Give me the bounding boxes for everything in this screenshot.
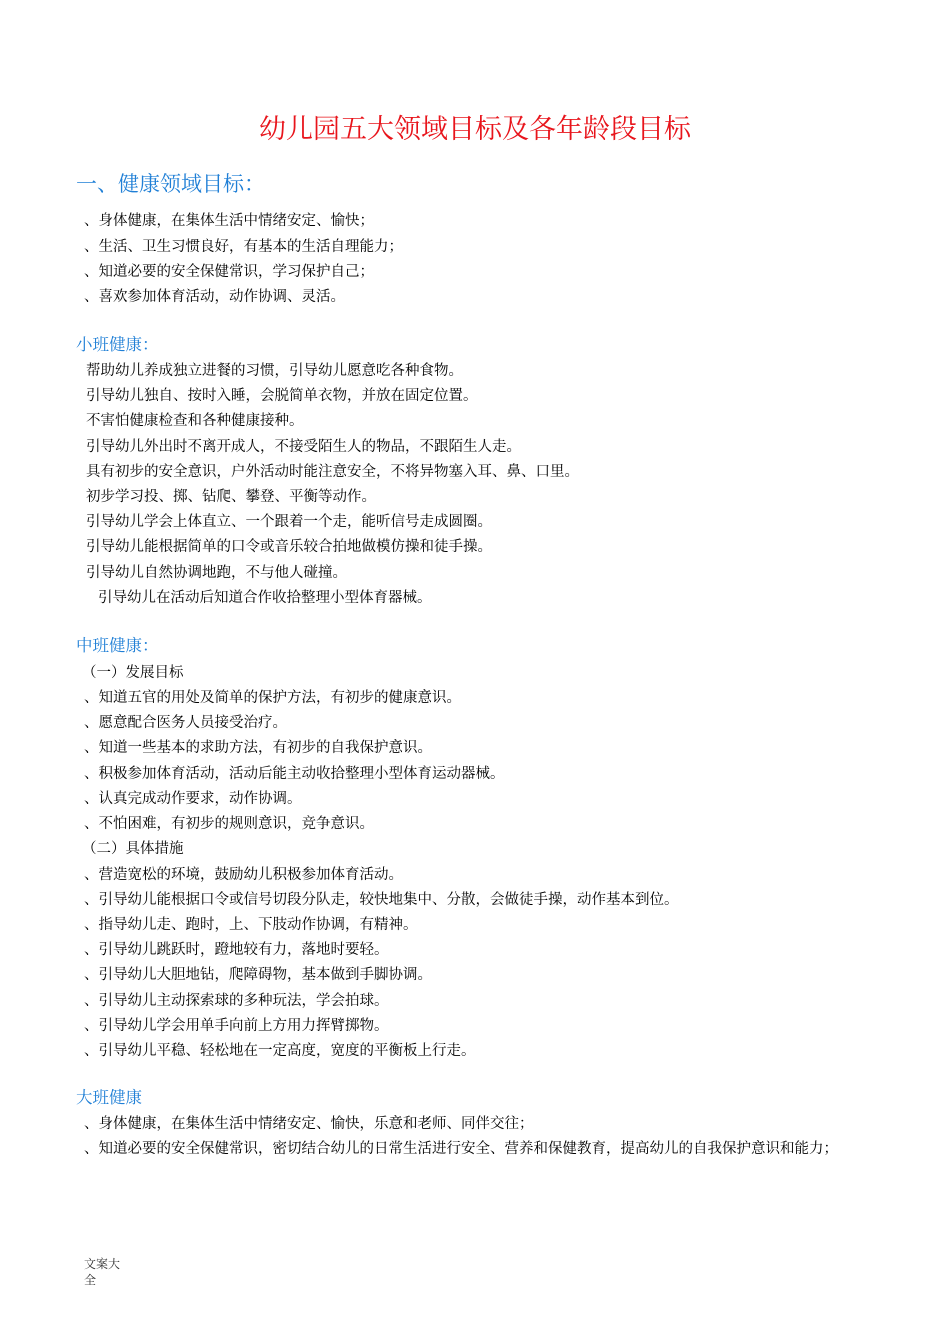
list-item: 、引导幼儿能根据口令或信号切段分队走，较快地集中、分散，会做徒手操，动作基本到位。 — [84, 892, 679, 908]
list-item: 、愿意配合医务人员接受治疗。 — [84, 715, 287, 731]
list-item: 、知道必要的安全保健常识，密切结合幼儿的日常生活进行安全、营养和保健教育，提高幼儿的自我保护意识和能力； — [84, 1141, 838, 1157]
middle-subsection-goals: （一）发展目标 — [82, 665, 184, 681]
list-item: 引导幼儿外出时不离开成人，不接受陌生人的物品，不跟陌生人走。 — [86, 439, 521, 455]
list-item: 、指导幼儿走、跑时，上、下肢动作协调，有精神。 — [84, 917, 418, 933]
list-item: 、喜欢参加体育活动，动作协调、灵活。 — [84, 289, 345, 305]
list-item: 、生活、卫生习惯良好，有基本的生活自理能力； — [84, 239, 403, 255]
list-item: 、身体健康，在集体生活中情绪安定、愉快； — [84, 213, 374, 229]
list-item: 引导幼儿能根据简单的口令或音乐较合拍地做模仿操和徒手操。 — [86, 539, 492, 555]
list-item: 、身体健康，在集体生活中情绪安定、愉快，乐意和老师、同伴交往； — [84, 1116, 534, 1132]
list-item: 、引导幼儿大胆地钻，爬障碍物，基本做到手脚协调。 — [84, 967, 432, 983]
section-heading-health: 一、健康领域目标： — [76, 172, 265, 196]
list-item: 引导幼儿自然协调地跑，不与他人碰撞。 — [86, 565, 347, 581]
list-item: 初步学习投、掷、钻爬、攀登、平衡等动作。 — [86, 489, 376, 505]
list-item: 不害怕健康检查和各种健康接种。 — [86, 413, 304, 429]
list-item: 、引导幼儿学会用单手向前上方用力挥臂掷物。 — [84, 1018, 389, 1034]
document-title: 幼儿园五大领域目标及各年龄段目标 — [259, 114, 691, 145]
list-item: 、知道五官的用处及简单的保护方法，有初步的健康意识。 — [84, 690, 461, 706]
list-item: 帮助幼儿养成独立进餐的习惯，引导幼儿愿意吃各种食物。 — [86, 363, 463, 379]
list-item: 具有初步的安全意识，户外活动时能注意安全，不将异物塞入耳、鼻、口里。 — [86, 464, 579, 480]
list-item: 、认真完成动作要求，动作协调。 — [84, 791, 302, 807]
footer-text: 文案大全 — [84, 1257, 121, 1287]
list-item: 、营造宽松的环境，鼓励幼儿积极参加体育活动。 — [84, 867, 403, 883]
list-item: 、知道必要的安全保健常识，学习保护自己； — [84, 264, 374, 280]
list-item: 引导幼儿独自、按时入睡，会脱简单衣物，并放在固定位置。 — [86, 388, 478, 404]
list-item: 、不怕困难，有初步的规则意识，竞争意识。 — [84, 816, 374, 832]
list-item: 引导幼儿学会上体直立、一个跟着一个走，能听信号走成圆圈。 — [86, 514, 492, 530]
list-item: 、引导幼儿主动探索球的多种玩法，学会拍球。 — [84, 993, 389, 1009]
subheading-middle-class: 中班健康： — [76, 636, 159, 655]
middle-subsection-measures: （二）具体措施 — [82, 841, 184, 857]
list-item: 、积极参加体育活动，活动后能主动收拾整理小型体育运动器械。 — [84, 766, 505, 782]
subheading-small-class: 小班健康： — [76, 335, 159, 354]
list-item: 引导幼儿在活动后知道合作收拾整理小型体育器械。 — [98, 590, 432, 606]
list-item: 、引导幼儿平稳、轻松地在一定高度，宽度的平衡板上行走。 — [84, 1043, 476, 1059]
subheading-large-class: 大班健康 — [76, 1088, 142, 1107]
list-item: 、知道一些基本的求助方法，有初步的自我保护意识。 — [84, 740, 432, 756]
list-item: 、引导幼儿跳跃时，蹬地较有力，落地时要轻。 — [84, 942, 389, 958]
